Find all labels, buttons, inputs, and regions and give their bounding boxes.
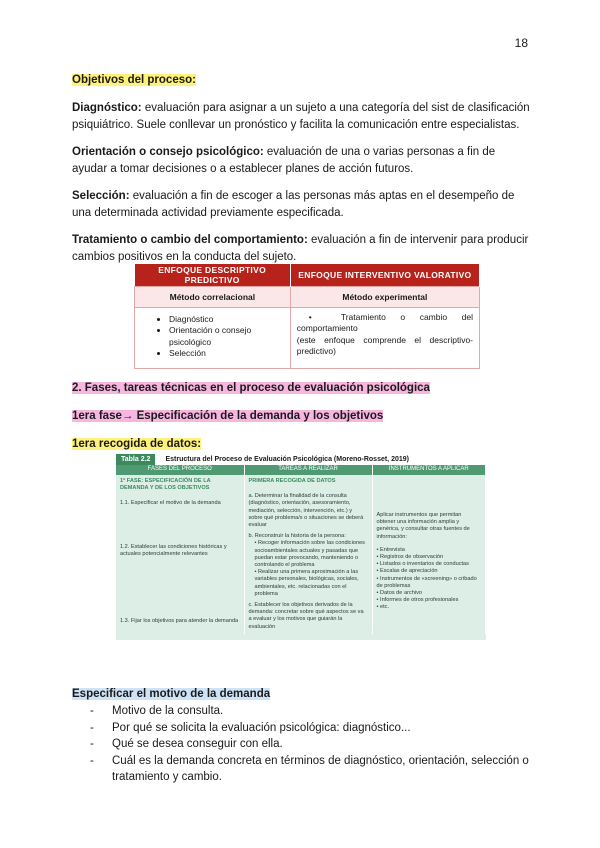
list-item: • Orientación o consejo psicológico	[169, 325, 290, 348]
instrument-item: • Registros de observación	[376, 554, 444, 561]
instruments-intro: Aplicar instrumentos que permitan obtener una información amplia y genérica, y consultar otras fuentes de información:	[376, 512, 470, 540]
definition-orientacion: Orientación o consejo psicológico: evaluación de una o varias personas a fin de ayudar a tomar decisiones o a establecer planes de acción futuros.	[72, 146, 496, 175]
motivo-list	[90, 703, 530, 786]
estructura-table	[116, 454, 486, 640]
instrument-item: • Escalas de apreciación	[376, 568, 438, 575]
phase-item: 1.1. Especificar el motivo de la demanda	[120, 500, 221, 507]
phase-item: 1.3. Fijar los objetivos para atender la demanda	[120, 618, 239, 625]
task-item: b. Reconstruir la historia de la persona:	[248, 533, 346, 540]
table1-right-cell: • Tratamiento o cambio del comportamiento (este enfoque comprende el descriptivo-predictivo)	[290, 307, 479, 368]
page-number: 18	[514, 36, 528, 50]
task-title: PRIMERA RECOGIDA DE DATOS	[248, 478, 336, 484]
task-item: a. Determinar la finalidad de la consulta (diagnóstico, orientación, asesoramiento, mediación, selección, intervención, etc.) y sobre qué problema/s o situaciones se deberá evaluar	[248, 493, 364, 529]
phase-item: 1.2. Establecer las condiciones históricas y actuales potencialmente relevantes	[120, 543, 227, 557]
table1-left-cell	[135, 307, 291, 368]
table1-method-right: Método experimental	[290, 286, 479, 307]
table1-right-note: (este enfoque comprende el descriptivo-predictivo)	[296, 334, 473, 356]
section2-heading: 2. Fases, tareas técnicas en el proceso de evaluación psicológica	[72, 382, 430, 394]
instrument-item: • Datos de archivo	[376, 590, 422, 597]
objetivos-heading: Objetivos del proceso:	[72, 74, 196, 86]
table1-header-left: ENFOQUE DESCRIPTIVO PREDICTIVO	[135, 264, 291, 286]
task-item: • Realizar una primera aproximación a las variables personales, biológicas, sociales, ambientales, etc. relacionadas con el problema	[254, 569, 359, 597]
instruments-column	[372, 475, 486, 634]
instrument-item: • Informes de otros profesionales	[376, 597, 459, 604]
instrument-item: • etc.	[376, 604, 390, 611]
definition-tratamiento: Tratamiento o cambio del comportamiento: evaluación a fin de intervenir para producir cambios positivos en la conducta del sujeto.	[72, 234, 529, 263]
list-item: - Por qué se solicita la evaluación psicológica: diagnóstico...	[90, 720, 530, 737]
table2-title: Estructura del Proceso de Evaluación Psicológica (Moreno-Rosset, 2019)	[165, 456, 409, 463]
list-item: • Diagnóstico	[169, 314, 290, 326]
definition-seleccion: Selección: evaluación a fin de escoger a las personas más aptas en el desempeño de una determinada actividad previamente especificada.	[72, 190, 515, 219]
instrument-item: • Listados o inventarios de conductas	[376, 561, 469, 568]
list-item: - Qué se desea conseguir con ella.	[90, 736, 530, 753]
task-item: c. Establecer los objetivos derivados de la demanda: concretar sobre qué aspectos se va a evaluar y los motivos que guiarán la evaluación	[248, 602, 364, 630]
table2-header: INSTRUMENTOS A APLICAR	[372, 465, 486, 475]
fase1-heading: 1era fase→ Especificación de la demanda y los objetivos	[72, 410, 384, 422]
table2-title-row	[116, 454, 486, 465]
task-item: • Recoger información sobre las condiciones socioambientales actuales y pasadas que puedan estar provocando, manteniendo o controlando el problema	[254, 540, 365, 569]
phases-column	[116, 475, 244, 634]
table2-header: FASES DEL PROCESO	[116, 465, 244, 475]
list-item: - Cuál es la demanda concreta en términos de diagnóstico, orientación, selección o tratamiento y cambio.	[90, 753, 530, 786]
list-item: • Selección	[169, 348, 290, 360]
definition-diagnostico: Diagnóstico: evaluación para asignar a un sujeto a una categoría del sist de clasificación psiquiátrico. Suele conllevar un pronóstico y facilita la comunicación entre especialistas.	[72, 102, 530, 131]
table2-tag: Tabla 2.2	[116, 454, 155, 465]
recogida-heading: 1era recogida de datos:	[72, 438, 202, 450]
motivo-heading: Especificar el motivo de la demanda	[72, 688, 271, 700]
table1-method-left: Método correlacional	[135, 286, 291, 307]
enfoques-table	[134, 264, 480, 369]
tasks-column	[244, 475, 372, 634]
instrument-item: • Entrevista	[376, 546, 405, 553]
table1-header-right: ENFOQUE INTERVENTIVO VALORATIVO	[290, 264, 479, 286]
phase-title: 1ª FASE: ESPECIFICACIÓN DE LA DEMANDA Y DE LOS OBJETIVOS	[120, 478, 211, 492]
table2-header: TAREAS A REALIZAR	[244, 465, 372, 475]
table1-right-item: Tratamiento o cambio del comportamiento	[296, 311, 473, 333]
list-item: - Motivo de la consulta.	[90, 703, 530, 720]
instrument-item: • Instrumentos de «screening» o cribado de problemas	[376, 575, 477, 589]
